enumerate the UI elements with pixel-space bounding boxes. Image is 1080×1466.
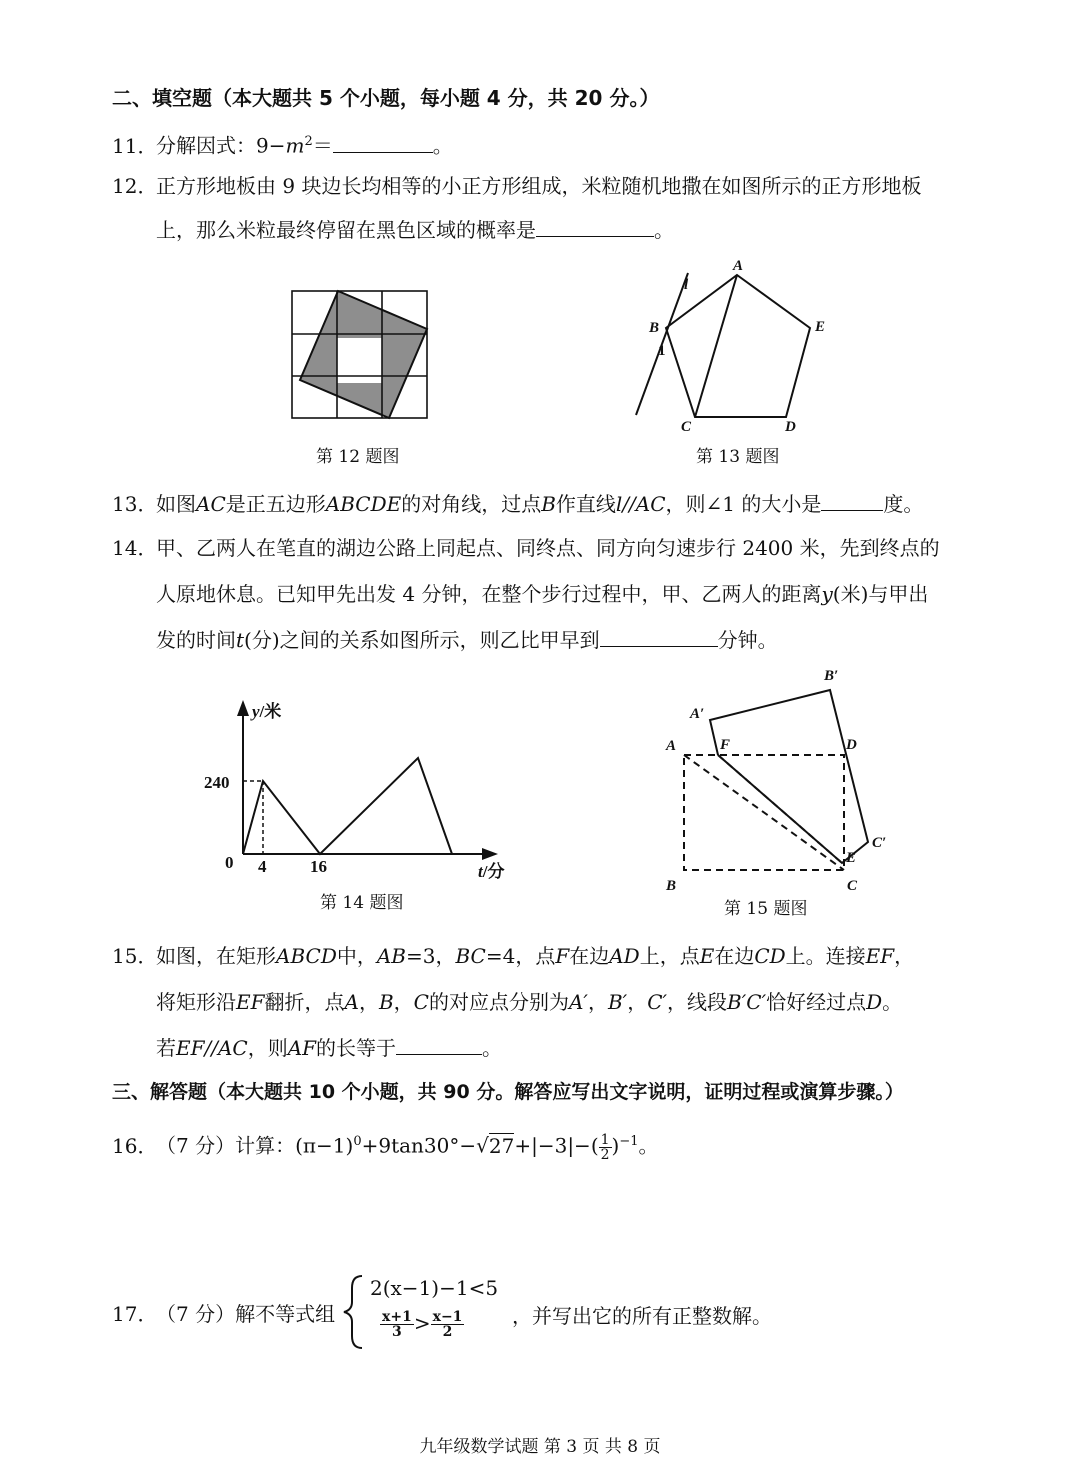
figure-13-pentagon (620, 255, 840, 435)
y-axis-label: y/米 (252, 702, 282, 721)
x-axis-arrow-icon (482, 848, 498, 860)
answer-blank[interactable] (821, 490, 883, 511)
figure-15-caption: 第 15 题图 (724, 899, 808, 919)
fraction-one-half: $\frac{1}{2}$ (600, 1131, 610, 1163)
y-tick-240: 240 (204, 773, 230, 792)
label-E: E (846, 850, 857, 866)
sqrt-symbol: √ (476, 1133, 489, 1158)
question-13: 13．如图AC是正五边形ABCDE的对角线，过点B作直线l//AC，则∠1 的大小是 度。 (112, 492, 924, 516)
question-11: 11．分解因式：$9-m^2=$ 。 (112, 133, 453, 158)
figure-14-graph (200, 692, 530, 887)
question-number: 12． (112, 174, 158, 198)
figure-14-caption: 第 14 题图 (320, 893, 404, 913)
label-E: E (815, 319, 826, 335)
figure-12-grid (280, 280, 440, 440)
x-axis-label: t/分 (478, 862, 505, 881)
question-number: 13． (112, 492, 158, 516)
system-brace-icon (340, 1272, 370, 1352)
question-17: 17．（7 分）解不等式组 (112, 1302, 336, 1326)
answer-blank[interactable] (600, 626, 718, 647)
label-A: A (666, 738, 677, 754)
label-C: C (681, 419, 692, 435)
question-14-line3: 发的时间t(分)之间的关系如图所示，则乙比甲早到 分钟。 (156, 628, 778, 652)
label-angle-1: 1 (658, 343, 666, 359)
figure-15-rectangle-fold (650, 660, 910, 895)
label-B: B (666, 878, 677, 894)
section-title-fill-in: 二、填空题（本大题共 5 个小题，每小题 4 分，共 20 分。） (112, 86, 660, 110)
label-C: C (847, 878, 858, 894)
answer-blank[interactable] (536, 216, 654, 237)
section-title-solve: 三、解答题（本大题共 10 个小题，共 90 分。解答应写出文字说明，证明过程或演算步骤。） (112, 1081, 904, 1103)
figure-13-caption: 第 13 题图 (696, 447, 780, 467)
label-B-prime: B′ (824, 668, 839, 684)
question-17-tail: ，并写出它的所有正整数解。 (512, 1304, 772, 1328)
y-axis-arrow-icon (237, 700, 249, 716)
question-number: 17． (112, 1302, 158, 1326)
question-number: 16． (112, 1133, 158, 1158)
label-F: F (720, 737, 731, 753)
label-A-prime: A′ (690, 706, 705, 722)
label-D: D (846, 737, 857, 753)
inequality-1: 2(x−1)−1<5 (370, 1276, 499, 1300)
label-D: D (785, 419, 796, 435)
answer-blank[interactable] (333, 132, 433, 153)
x-tick-16: 16 (310, 857, 327, 876)
figure-12-caption: 第 12 题图 (316, 447, 400, 467)
label-line-l: l (684, 277, 689, 293)
question-15-line3: 若EF//AC，则AF的长等于 。 (156, 1036, 503, 1060)
question-15-line1: 15．如图，在矩形ABCD中，AB=3，BC=4，点F在边AD上，点E在边CD上。连接EF， (112, 944, 915, 968)
question-12-line2: 上，那么米粒最终停留在黑色区域的概率是 。 (156, 218, 674, 242)
origin-label: 0 (225, 853, 234, 872)
label-B: B (649, 320, 660, 336)
label-C-prime: C′ (872, 835, 887, 851)
question-14-line1: 14．甲、乙两人在笔直的湖边公路上同起点、同终点、同方向匀速步行 2400 米，先到终点的 (112, 536, 940, 560)
question-number: 15． (112, 944, 158, 968)
question-16: 16．（7 分）计算：$(\pi-1)^0+9\tan 30^\circ-√27+|-3|-$( $\frac{1}{2}$ )$^{-1}$。 (112, 1131, 659, 1163)
x-tick-4: 4 (258, 857, 267, 876)
inequality-2: $\frac{x+1}{3}$ > $\frac{x-1}{2}$ (382, 1309, 463, 1340)
page-footer: 九年级数学试题 第 3 页 共 8 页 (419, 1437, 661, 1457)
answer-blank[interactable] (396, 1034, 482, 1055)
question-number: 11． (112, 133, 158, 158)
question-15-line2: 将矩形沿EF翻折，点A，B，C的对应点分别为A′，B′，C′，线段B′C′恰好经过点D。 (156, 990, 903, 1014)
label-A: A (733, 258, 744, 274)
question-14-line2: 人原地休息。已知甲先出发 4 分钟，在整个步行过程中，甲、乙两人的距离y(米)与甲出 (156, 582, 929, 606)
question-12-line1: 12．正方形地板由 9 块边长均相等的小正方形组成，米粒随机地撒在如图所示的正方形地板 (112, 174, 922, 198)
question-number: 14． (112, 536, 158, 560)
